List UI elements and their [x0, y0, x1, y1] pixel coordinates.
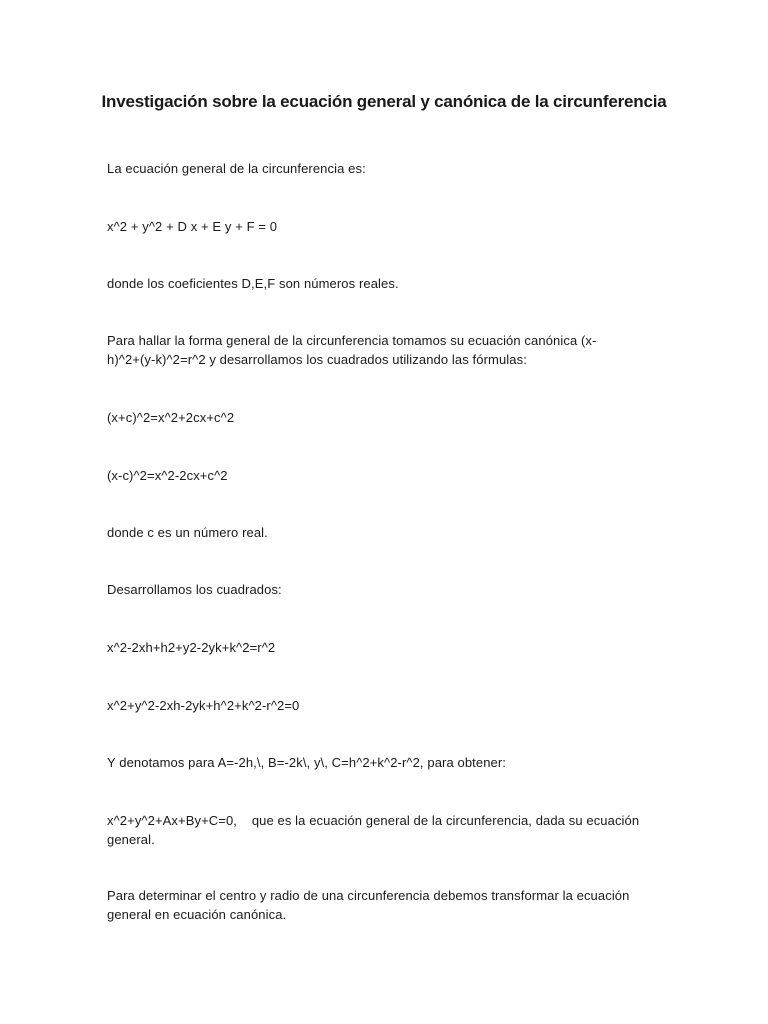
paragraph-formula-minus: (x-c)^2=x^2-2cx+c^2 [107, 468, 228, 483]
paragraph-center-radius: Para determinar el centro y radio de una circunferencia debemos transformar la ecuación general en ecuación canónica. [107, 888, 630, 922]
paragraph-general-result: x^2+y^2+Ax+By+C=0, que es la ecuación general de la circunferencia, dada su ecuación general. [107, 813, 643, 847]
paragraph-general-equation: x^2 + y^2 + D x + E y + F = 0 [107, 219, 278, 234]
paragraph-general-intro: La ecuación general de la circunferencia es: [107, 161, 366, 176]
paragraph-c-real: donde c es un número real. [107, 525, 268, 540]
paragraph-expansion-2: x^2+y^2-2xh-2yk+h^2+k^2-r^2=0 [107, 698, 300, 713]
paragraph-expansion-1: x^2-2xh+h2+y2-2yk+k^2=r^2 [107, 640, 276, 655]
paragraph-develop-squares: Desarrollamos los cuadrados: [107, 582, 282, 597]
paragraph-canonical-expansion: Para hallar la forma general de la circunferencia tomamos su ecuación canónica (x-h)^2+(y-k)^2=r^2 y desarrollamos los cuadrados utilizando las fórmulas: [107, 333, 597, 367]
paragraph-denote: Y denotamos para A=-2h,\, B=-2k\, y\, C=h^2+k^2-r^2, para obtener: [107, 755, 506, 770]
paragraph-formula-plus: (x+c)^2=x^2+2cx+c^2 [107, 410, 235, 425]
paragraph-coefficients: donde los coeficientes D,E,F son números reales. [107, 276, 399, 291]
document-title: Investigación sobre la ecuación general y canónica de la circunferencia [101, 92, 667, 111]
